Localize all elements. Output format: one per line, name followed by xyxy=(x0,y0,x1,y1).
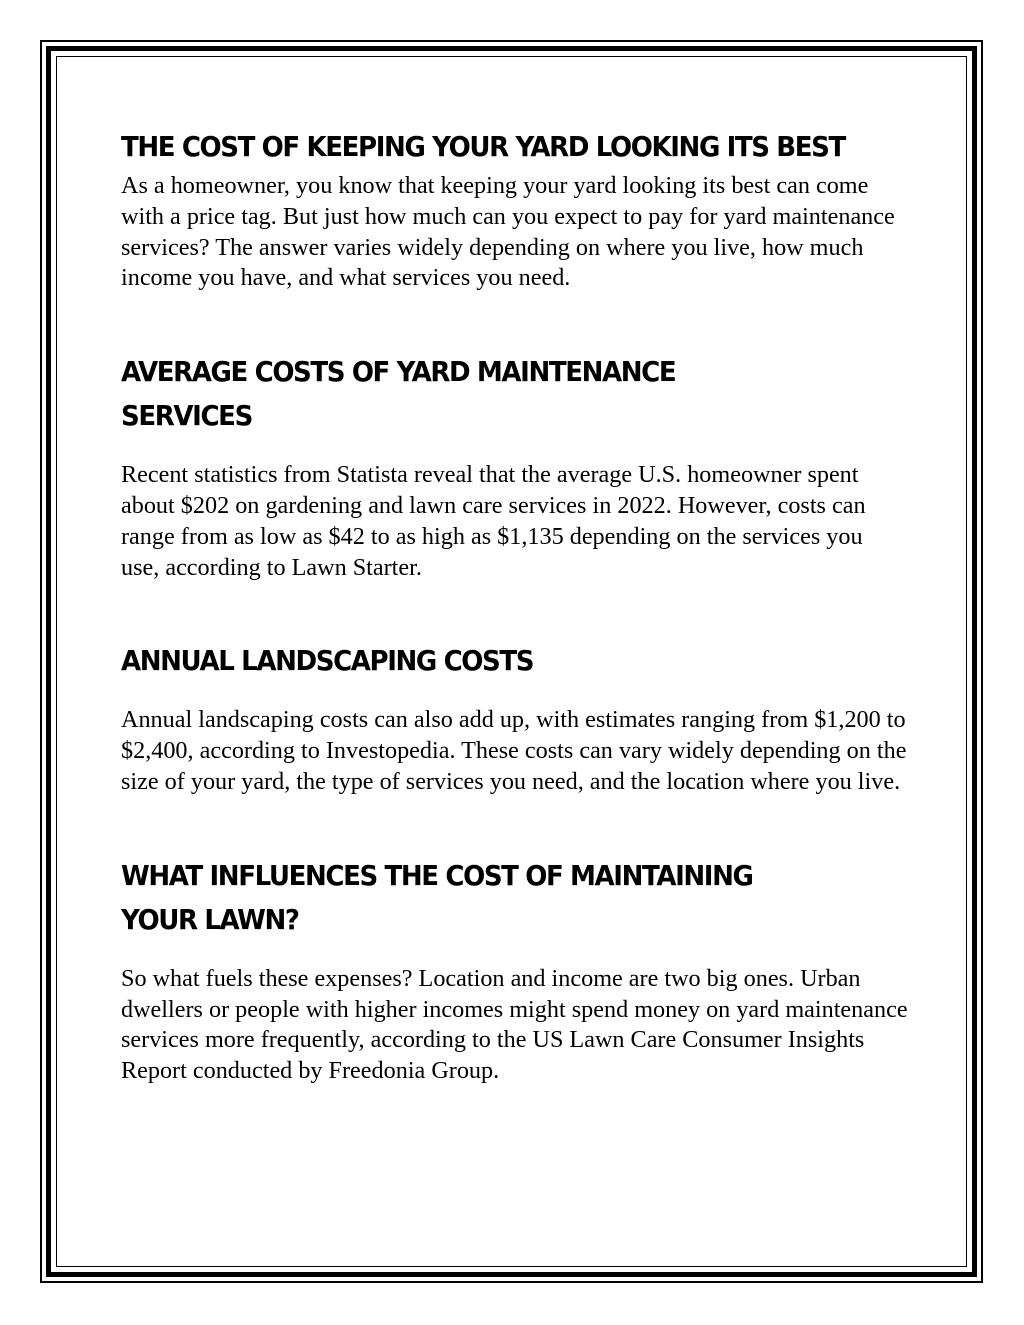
document-content xyxy=(121,125,911,1087)
section-body-influences: So what fuels these expenses? Location and income are two big ones. Urban dwellers or people with higher incomes might spend money on yard maintenance services more frequently, according to the US Lawn Care Consumer Insights Report conducted by Freedonia Group. xyxy=(121,964,908,1085)
section-heading-influences: WHAT INFLUENCES THE COST OF MAINTAINING YOUR LAWN? xyxy=(121,858,753,936)
section-heading-average-costs: AVERAGE COSTS OF YARD MAINTENANCE SERVICES xyxy=(121,355,676,433)
section-heading-cost: THE COST OF KEEPING YOUR YARD LOOKING ITS BEST xyxy=(121,130,845,163)
section-body-cost: As a homeowner, you know that keeping your yard looking its best can come with a price tag. But just how much can you expect to pay for yard maintenance services? The answer varies widely depending on where you live, how much income you have, and what services you need. xyxy=(121,172,895,292)
section-heading-annual-landscaping: ANNUAL LANDSCAPING COSTS xyxy=(121,644,534,678)
section-body-annual-landscaping: Annual landscaping costs can also add up, with estimates ranging from $1,200 to $2,400, according to Investopedia. These costs can vary widely depending on the size of your yard, the type of services you need, and the location where you live. xyxy=(121,706,907,795)
section-body-average-costs: Recent statistics from Statista reveal that the average U.S. homeowner spent about $202 on gardening and lawn care services in 2022. However, costs can range from as low as $42 to as high as $1,135 depending on the services you use, according to Lawn Starter. xyxy=(121,461,866,581)
